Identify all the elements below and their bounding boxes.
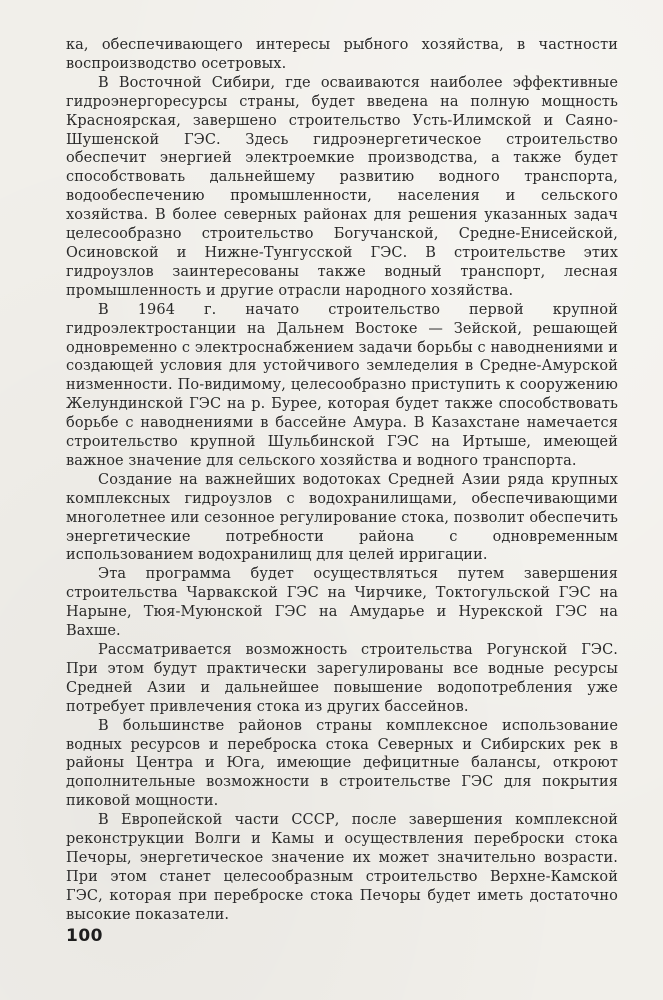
paragraph: Рассматривается возможность строительства Рогунской ГЭС. При этом будут практически зарегулированы все водные ресурсы Средней Азии и дальнейшее повышение водопотребления уже потребует привлечения стока из других бассейнов. xyxy=(66,642,618,715)
paragraph: В большинстве районов страны комплексное использование водных ресурсов и переброска стока Северных и Сибирских рек в районы Центра и Юга, имеющие дефицитные балансы, откроют дополнительные возможности в строительстве ГЭС для покрытия пиковой мощности. xyxy=(66,717,618,810)
paragraph: В 1964 г. начато строительство первой крупной гидроэлектростанции на Дальнем Востоке — Зейской, решающей одновременно с электроснабжением задачи борьбы с наводнениями и создающей условия для устойчивого земледелия в Средне-Амурской низменности. По-видимому, целесообразно приступить к сооружению Желундинской ГЭС на р. Бурее, которая будет также способствовать борьбе с наводнениями в бассейне Амура. В Казахстане намечается строительство крупной Шульбинской ГЭС на Иртыше, имеющей важное значение для сельского хозяйства и водного транспорта. xyxy=(66,301,618,469)
paragraph: Эта программа будет осуществляться путем завершения строительства Чарвакской ГЭС на Чирчике, Токтогульской ГЭС на Нарыне, Тюя-Муюнской ГЭС на Амударье и Нурекской ГЭС на Вахше. xyxy=(66,566,618,640)
paragraph: ка, обеспечивающего интересы рыбного хозяйства, в частности воспроизводство осетровых. xyxy=(66,37,618,72)
page-number: 100 xyxy=(66,926,103,946)
paragraph: В Европейской части СССР, после завершения комплексной реконструкции Волги и Камы и осуществления переброски стока Печоры, энергетическое значение их может значительно возрасти. При этом станет целесообразным строительство Верхне-Камской ГЭС, которая при переброске стока Печоры будет иметь достаточно высокие показатели. xyxy=(66,812,618,923)
paragraph: В Восточной Сибири, где осваиваются наиболее эффективные гидроэнергоресурсы страны, будет введена на полную мощность Красноярская, завершено строительство Усть-Илимской и Саяно-Шушенской ГЭС. Здесь гидроэнергетическое строительство обеспечит энергией электроемкие производства, а также будет способствовать дальнейшему развитию водного транспорта, водообеспечению промышленности, населения и сельского хозяйства. В более северных районах для решения указанных задач целесообразно строительство Богучанской, Средне-Енисейской, Осиновской и Нижне-Тунгусской ГЭС. В строительстве этих гидроузлов заинтересованы также водный транспорт, лесная промышленность и другие отрасли народного хозяйства. xyxy=(66,74,618,299)
body-text xyxy=(66,36,618,925)
paragraph: Создание на важнейших водотоках Средней Азии ряда крупных комплексных гидроузлов с водохранилищами, обеспечивающими многолетнее или сезонное регулирование стока, позволит обеспечить энергетические потребности района с одновременным использованием водохранилищ для целей ирригации. xyxy=(66,471,618,564)
